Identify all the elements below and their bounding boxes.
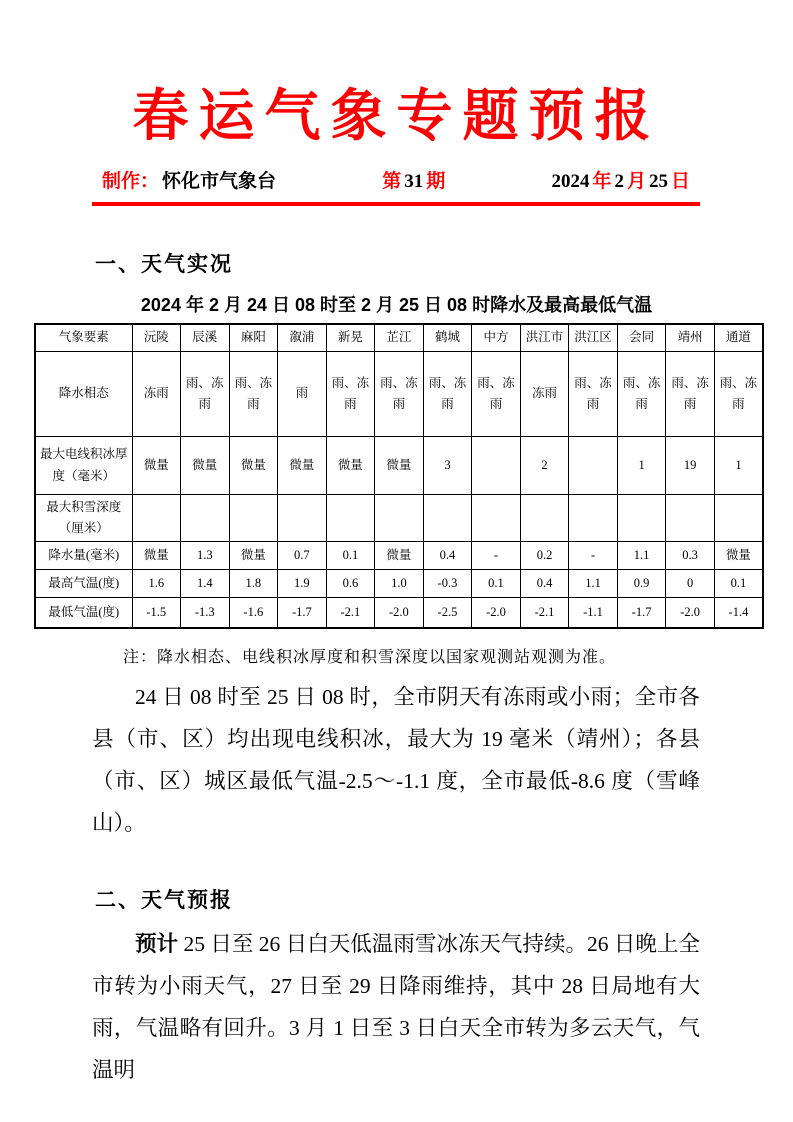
table-cell: -1.7 <box>617 598 666 628</box>
column-header: 洪江区 <box>569 324 618 352</box>
table-cell: 微量 <box>278 437 327 495</box>
table-cell: 微量 <box>229 542 278 570</box>
forecast-lead: 预计 <box>135 931 179 956</box>
column-header: 溆浦 <box>278 324 327 352</box>
table-header-row <box>35 324 763 352</box>
table-cell: 雨、冻雨 <box>423 352 472 437</box>
table-cell: - <box>569 542 618 570</box>
date-field <box>551 166 693 193</box>
table-cell: -1.7 <box>278 598 327 628</box>
table-cell: -1.1 <box>569 598 618 628</box>
section1-paragraph: 24 日 08 时至 25 日 08 时，全市阴天有冻雨或小雨；全市各县（市、区）均出现电线积冰，最大为 19 毫米（靖州）；各县（市、区）城区最低气温-2.5～-1.1 度，全市最低-8.6 度（雪峰山）。 <box>92 684 700 835</box>
table-cell: 微量 <box>375 542 424 570</box>
table-cell: -2.1 <box>326 598 375 628</box>
table-cell <box>278 495 327 542</box>
table-cell: 1.1 <box>569 570 618 598</box>
issue-number: 31 <box>404 170 424 192</box>
table-cell: 0.4 <box>520 570 569 598</box>
table-cell <box>423 495 472 542</box>
table-cell <box>132 495 181 542</box>
column-header: 中方 <box>472 324 521 352</box>
table-cell: -0.3 <box>423 570 472 598</box>
date-day: 25 <box>648 170 668 192</box>
table-cell <box>520 495 569 542</box>
producer-label: 制作： <box>102 170 160 192</box>
table-cell: 雨、冻雨 <box>326 352 375 437</box>
column-header: 辰溪 <box>181 324 230 352</box>
table-cell: 3 <box>423 437 472 495</box>
masthead-meta-row <box>92 166 700 206</box>
table-cell: 1.6 <box>132 570 181 598</box>
section2-heading: 二、天气预报 <box>95 888 233 912</box>
producer-field <box>102 166 279 193</box>
date-year: 2024 <box>551 170 590 192</box>
column-header: 会同 <box>617 324 666 352</box>
row-label: 最高气温(度) <box>35 570 132 598</box>
table-cell <box>714 495 763 542</box>
date-month-unit: 月 <box>626 170 646 192</box>
table-row <box>35 542 763 570</box>
table-cell: 雨、冻雨 <box>181 352 230 437</box>
row-label: 降水相态 <box>35 352 132 437</box>
table-cell: 0.7 <box>278 542 327 570</box>
table-row <box>35 598 763 628</box>
table-cell: -2.0 <box>375 598 424 628</box>
column-header: 气象要素 <box>35 324 132 352</box>
column-header: 新晃 <box>326 324 375 352</box>
column-header: 靖州 <box>666 324 715 352</box>
table-cell: -1.3 <box>181 598 230 628</box>
table-cell: -2.0 <box>472 598 521 628</box>
weather-observation-table <box>34 323 764 629</box>
forecast-body: 25 日至 26 日白天低温雨雪冰冻天气持续。26 日晚上全市转为小雨天气，27 日至 29 日降雨维持，其中 28 日局地有大雨，气温略有回升。3 月 1 日至 3 日白天全市转为多云天气，气温明 <box>92 931 700 1082</box>
table-row <box>35 352 763 437</box>
issue-post: 期 <box>426 170 446 192</box>
table-cell: 微量 <box>181 437 230 495</box>
table-cell: - <box>472 542 521 570</box>
table-cell: 1.9 <box>278 570 327 598</box>
column-header: 鹤城 <box>423 324 472 352</box>
table-cell: 0.1 <box>714 570 763 598</box>
table-cell <box>229 495 278 542</box>
table-cell: 0.6 <box>326 570 375 598</box>
table-cell: 雨、冻雨 <box>666 352 715 437</box>
weather-table-title: 2024 年 2 月 24 日 08 时至 2 月 25 日 08 时降水及最高最低气温 <box>140 294 653 315</box>
table-cell: 雨、冻雨 <box>569 352 618 437</box>
table-cell: 1 <box>617 437 666 495</box>
table-cell: 微量 <box>132 437 181 495</box>
table-cell: 冻雨 <box>132 352 181 437</box>
table-cell: -2.1 <box>520 598 569 628</box>
row-label: 降水量(毫米) <box>35 542 132 570</box>
column-header: 沅陵 <box>132 324 181 352</box>
table-cell: -2.0 <box>666 598 715 628</box>
table-cell: 微量 <box>714 542 763 570</box>
table-cell: -2.5 <box>423 598 472 628</box>
table-cell: 1 <box>714 437 763 495</box>
table-cell <box>375 495 424 542</box>
table-cell: 1.1 <box>617 542 666 570</box>
section2-paragraph <box>92 923 700 1091</box>
table-cell: 0.4 <box>423 542 472 570</box>
producer-value: 怀化市气象台 <box>162 170 277 192</box>
table-cell: 冻雨 <box>520 352 569 437</box>
issue-pre: 第 <box>382 170 402 192</box>
table-row <box>35 437 763 495</box>
table-cell: 0.2 <box>520 542 569 570</box>
row-label: 最低气温(度) <box>35 598 132 628</box>
table-cell: 1.4 <box>181 570 230 598</box>
weather-table-head <box>35 324 763 352</box>
table-cell <box>472 495 521 542</box>
table-cell <box>617 495 666 542</box>
table-cell: 雨 <box>278 352 327 437</box>
table-cell: 微量 <box>326 437 375 495</box>
column-header: 洪江市 <box>520 324 569 352</box>
table-cell: 微量 <box>375 437 424 495</box>
table-cell: -1.4 <box>714 598 763 628</box>
page-title: 春运气象专题预报 <box>132 83 661 149</box>
table-cell: 雨、冻雨 <box>617 352 666 437</box>
table-cell <box>326 495 375 542</box>
table-cell: 19 <box>666 437 715 495</box>
table-cell: 微量 <box>229 437 278 495</box>
table-cell: 雨、冻雨 <box>229 352 278 437</box>
date-year-unit: 年 <box>592 170 612 192</box>
column-header: 通道 <box>714 324 763 352</box>
column-header: 芷江 <box>375 324 424 352</box>
table-cell <box>569 495 618 542</box>
table-cell: 0.1 <box>326 542 375 570</box>
table-cell: -1.5 <box>132 598 181 628</box>
table-footnote: 注：降水相态、电线积冰厚度和积雪深度以国家观测站观测为准。 <box>123 648 617 666</box>
table-cell: -1.6 <box>229 598 278 628</box>
issue-number-field <box>382 166 448 193</box>
table-cell <box>569 437 618 495</box>
date-month: 2 <box>614 170 624 192</box>
date-day-unit: 日 <box>670 170 690 192</box>
table-cell: 1.3 <box>181 542 230 570</box>
column-header: 麻阳 <box>229 324 278 352</box>
table-cell: 雨、冻雨 <box>375 352 424 437</box>
table-cell: 0.9 <box>617 570 666 598</box>
table-cell <box>666 495 715 542</box>
table-cell: 1.0 <box>375 570 424 598</box>
table-cell: 0.1 <box>472 570 521 598</box>
table-cell: 0.3 <box>666 542 715 570</box>
table-cell <box>181 495 230 542</box>
table-cell: 雨、冻雨 <box>472 352 521 437</box>
section1-heading: 一、天气实况 <box>95 252 233 276</box>
table-cell: 0 <box>666 570 715 598</box>
table-cell <box>472 437 521 495</box>
table-cell: 雨、冻雨 <box>714 352 763 437</box>
table-row <box>35 495 763 542</box>
table-cell: 微量 <box>132 542 181 570</box>
weather-table-body <box>35 352 763 628</box>
table-cell: 2 <box>520 437 569 495</box>
row-label: 最大积雪深度 （厘米） <box>35 495 132 542</box>
row-label: 最大电线积冰厚度（毫米） <box>35 437 132 495</box>
table-cell: 1.8 <box>229 570 278 598</box>
table-row <box>35 570 763 598</box>
